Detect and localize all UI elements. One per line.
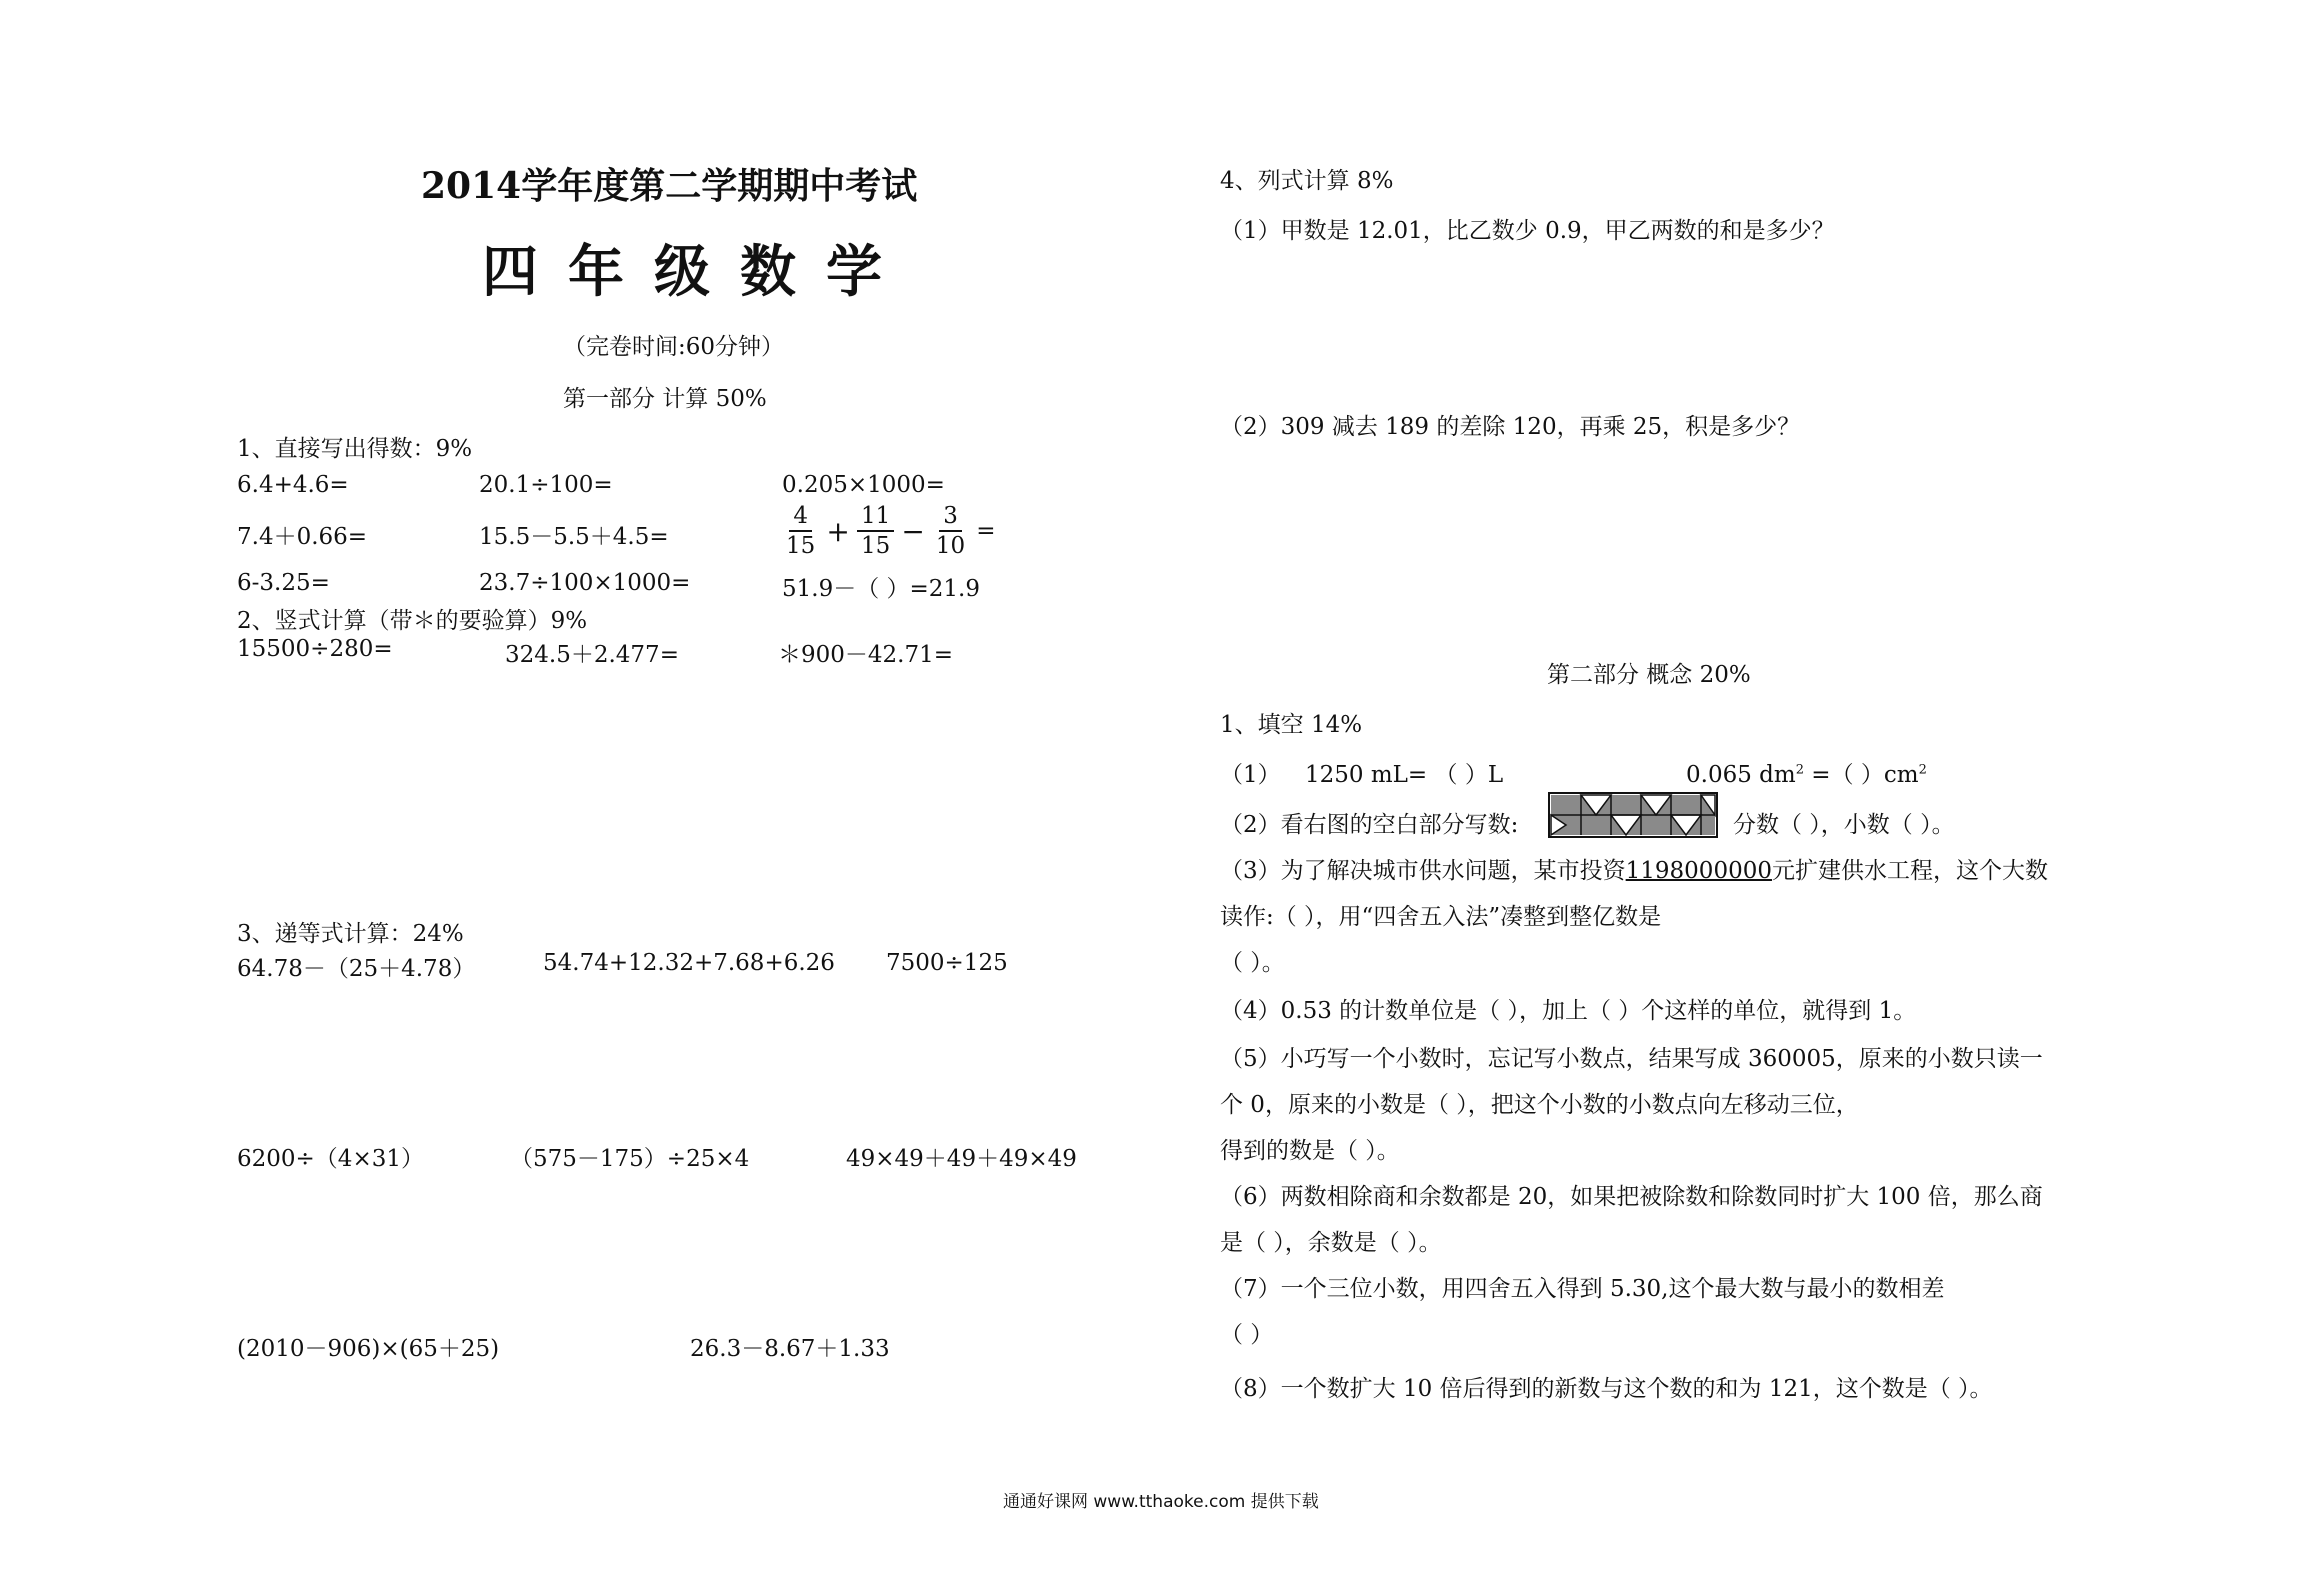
subject-title: 四年级数学: [482, 239, 912, 305]
fill-q5-line3: 得到的数是（ ）。: [1220, 1138, 1400, 1164]
part2-title: 第二部分 概念 20%: [1547, 662, 1751, 688]
text: 0.065 dm: [1686, 762, 1796, 788]
fill-blank-title: 1、填空 14%: [1220, 712, 1363, 738]
equals-sign: =: [976, 518, 996, 544]
triangle-grid-figure: [1548, 792, 1718, 838]
calc-item: 6-3.25=: [237, 570, 330, 596]
shaded-figure: [1548, 792, 1718, 842]
fill-q3-line2: 读作:（ ），用“四舍五入法”凑整到整亿数是: [1220, 904, 1662, 930]
word-problem: （2）309 减去 189 的差除 120，再乘 25，积是多少？: [1220, 414, 1801, 440]
fraction: [932, 502, 969, 560]
fraction-expression: [782, 502, 998, 560]
superscript: 2: [1795, 762, 1804, 778]
denominator: 15: [860, 533, 891, 559]
stepwise-calc-item: 54.74+12.32+7.68+6.26: [543, 950, 835, 976]
fill-q8: （8）一个数扩大 10 倍后得到的新数与这个数的和为 121，这个数是（ ）。: [1220, 1376, 1993, 1402]
exam-title: 2014学年度第二学期期中考试: [421, 165, 918, 207]
stepwise-calc-item: 49×49＋49＋49×49: [846, 1146, 1077, 1172]
section2-title: 2、竖式计算（带＊的要验算）9%: [237, 608, 588, 634]
time-note: （完卷时间:60分钟）: [563, 334, 785, 360]
footer-text: 通通好课网 www.tthaoke.com 提供下载: [1003, 1492, 1319, 1512]
fill-q1-label: （1）: [1220, 762, 1281, 788]
stepwise-calc-item: 6200÷（4×31）: [237, 1146, 424, 1172]
denominator: 10: [935, 533, 966, 559]
calc-item: 23.7÷100×1000=: [479, 570, 691, 596]
calc-item: 6.4+4.6=: [237, 472, 349, 498]
section3-title: 3、递等式计算：24%: [237, 921, 464, 947]
section4-title: 4、列式计算 8%: [1220, 168, 1394, 194]
calc-item: 0.205×1000=: [782, 472, 945, 498]
large-number: 1198000000: [1625, 858, 1772, 884]
fill-q5-line2: 个 0，原来的小数是（ ），把这个小数的小数点向左移动三位，: [1220, 1092, 1859, 1118]
vertical-calc-item: 15500÷280=: [237, 636, 393, 662]
stepwise-calc-item: (2010－906)×(65＋25): [237, 1336, 500, 1362]
part1-title: 第一部分 计算 50%: [563, 386, 767, 412]
denominator: 15: [786, 533, 816, 559]
calc-item: 15.5－5.5＋4.5=: [479, 524, 669, 550]
fill-q4: （4）0.53 的计数单位是（ ），加上（ ）个这样的单位，就得到 1。: [1220, 998, 1917, 1024]
vertical-calc-item: ＊900－42.71=: [778, 642, 954, 668]
numerator: 4: [789, 502, 812, 532]
fill-q5-line1: （5）小巧写一个小数时，忘记写小数点，结果写成 360005，原来的小数只读一: [1220, 1046, 2043, 1072]
vertical-calc-item: 324.5＋2.477=: [505, 642, 679, 668]
stepwise-calc-item: 26.3－8.67＋1.33: [690, 1336, 890, 1362]
minus-sign: −: [901, 514, 925, 548]
fill-q6-line2: 是（ ），余数是（ ）。: [1220, 1230, 1442, 1256]
section1-title: 1、直接写出得数：9%: [237, 436, 473, 462]
fill-q3-line1: [1220, 852, 2048, 885]
stepwise-calc-item: （575－175）÷25×4: [510, 1146, 750, 1172]
text: =（ ）cm: [1803, 762, 1919, 788]
word-problem: （1）甲数是 12.01，比乙数少 0.9，甲乙两数的和是多少？: [1220, 218, 1835, 244]
fill-q2-answer: 分数（ ），小数（ ）。: [1733, 812, 1955, 838]
calc-item: 7.4＋0.66=: [237, 524, 368, 550]
fill-q7-line2: （ ）: [1220, 1322, 1274, 1348]
text: 元扩建供水工程，这个大数: [1771, 858, 2048, 884]
numerator: 11: [857, 502, 894, 532]
fill-q6-line1: （6）两数相除商和余数都是 20，如果把被除数和除数同时扩大 100 倍，那么商: [1220, 1184, 2043, 1210]
fill-q7-line1: （7）一个三位小数，用四舍五入得到 5.30,这个最大数与最小的数相差: [1220, 1276, 1945, 1302]
superscript: 2: [1918, 762, 1927, 778]
calc-item: 20.1÷100=: [479, 472, 613, 498]
plus-sign: +: [826, 514, 850, 548]
fraction: [857, 502, 894, 560]
fill-q2: （2）看右图的空白部分写数:: [1220, 812, 1519, 838]
fraction: [782, 502, 819, 560]
fill-q1-unit-conversion: [1686, 756, 1927, 789]
stepwise-calc-item: 7500÷125: [886, 950, 1008, 976]
calc-item: 51.9－（ ）=21.9: [782, 576, 981, 602]
numerator: 3: [939, 502, 962, 532]
fill-q3-line3: （ ）。: [1220, 950, 1285, 976]
fill-q1-unit-conversion: 1250 mL= （ ）L: [1305, 762, 1504, 788]
text: （3）为了解决城市供水问题，某市投资: [1220, 858, 1626, 884]
stepwise-calc-item: 64.78－（25＋4.78）: [237, 956, 476, 982]
